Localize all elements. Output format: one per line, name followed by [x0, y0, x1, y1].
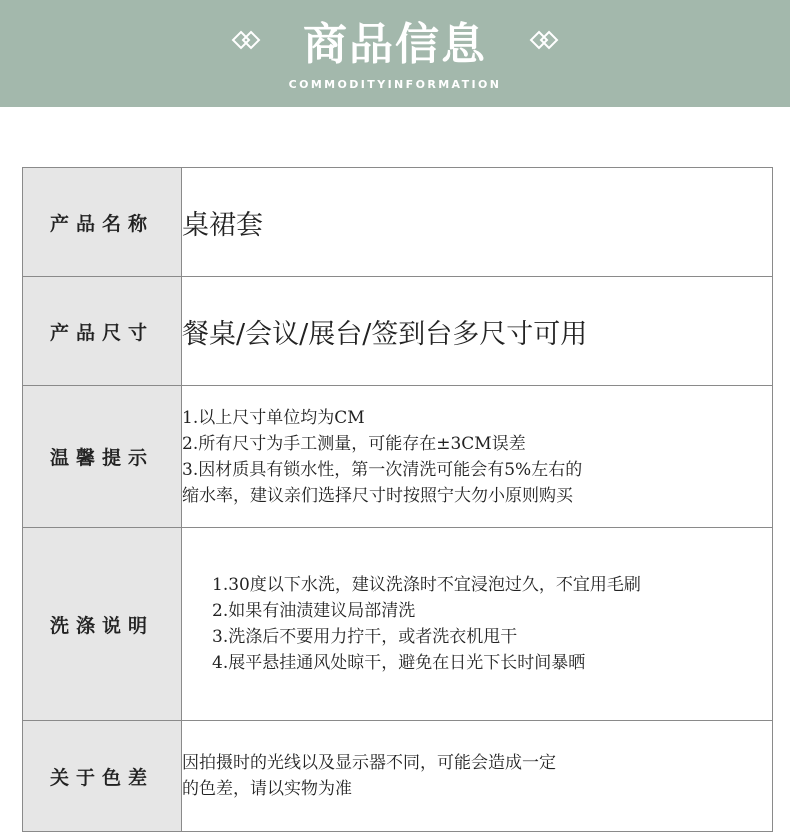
page-title: 商品信息 [303, 19, 487, 70]
table-row-washing [23, 528, 773, 721]
row-label: 温馨提示 [23, 386, 182, 528]
row-line: 2.如果有油渍建议局部清洗 [212, 601, 416, 621]
row-line: 桌裙套 [182, 209, 263, 241]
row-value [182, 721, 773, 832]
table-row-color-difference [23, 721, 773, 832]
header-title-row [0, 12, 790, 68]
row-line: 3.洗涤后不要用力拧干，或者洗衣机甩干 [212, 627, 518, 647]
product-info-table [22, 167, 773, 832]
table-row-product-size [23, 277, 773, 386]
row-value [182, 168, 773, 277]
row-line: 3.因材质具有锁水性，第一次清洗可能会有5%左右的 [182, 459, 583, 480]
row-label: 洗涤说明 [23, 528, 182, 721]
row-label: 产品名称 [23, 168, 182, 277]
row-line: 4.展平悬挂通风处晾干，避免在日光下长时间暴晒 [212, 653, 586, 673]
row-label: 产品尺寸 [23, 277, 182, 386]
double-diamond-left-icon [231, 30, 265, 50]
table-row-product-name [23, 168, 773, 277]
header-banner [0, 0, 790, 107]
row-line: 1.30度以下水洗，建议洗涤时不宜浸泡过久，不宜用毛刷 [212, 575, 641, 595]
row-line: 1.以上尺寸单位均为CM [182, 407, 365, 428]
row-value [182, 277, 773, 386]
page-subtitle: COMMODITYINFORMATION [288, 78, 502, 91]
double-diamond-right-icon [525, 30, 559, 50]
row-label: 关于色差 [23, 721, 182, 832]
row-line: 缩水率，建议亲们选择尺寸时按照宁大勿小原则购买 [182, 485, 573, 506]
row-value [182, 528, 773, 721]
row-line: 因拍摄时的光线以及显示器不同，可能会造成一定 [182, 753, 556, 773]
table-row-tips [23, 386, 773, 528]
row-line: 的色差，请以实物为准 [182, 779, 352, 799]
row-line: 餐桌/会议/展台/签到台多尺寸可用 [182, 318, 588, 350]
row-line: 2.所有尺寸为手工测量，可能存在±3CM误差 [182, 433, 526, 454]
row-value [182, 386, 773, 528]
